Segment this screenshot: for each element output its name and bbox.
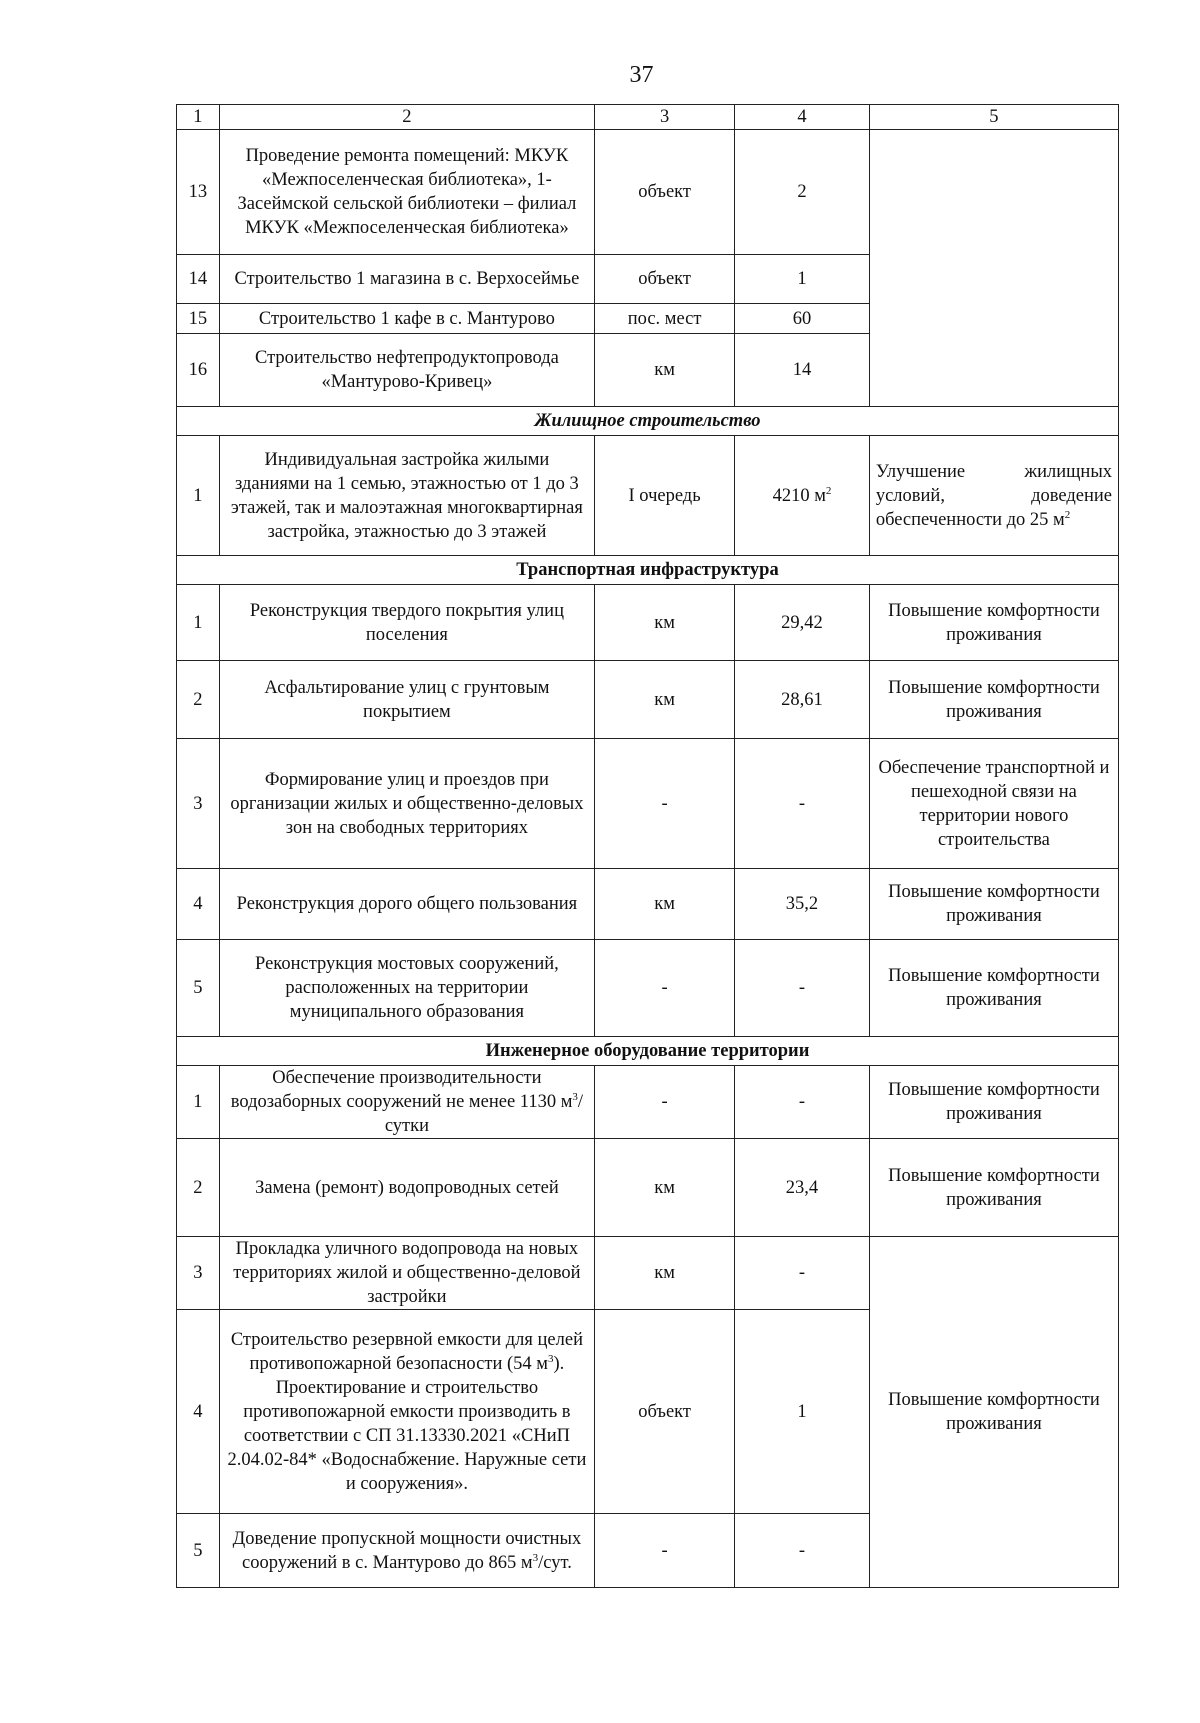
table-row xyxy=(177,585,1119,661)
row-number: 14 xyxy=(177,255,220,304)
measure-name-superscript: 3 xyxy=(572,1090,578,1103)
row-number: 13 xyxy=(177,130,220,255)
row-number: 3 xyxy=(177,1237,220,1310)
value: 28,61 xyxy=(735,661,870,739)
result: Повышение комфортности проживания xyxy=(869,869,1118,940)
row-number: 2 xyxy=(177,1139,220,1237)
table-row xyxy=(177,436,1119,556)
table-row xyxy=(177,1237,1119,1310)
measure-name-text: Обеспечение производительности водозаборных сооружений не менее 1130 м xyxy=(230,1068,573,1112)
unit: - xyxy=(595,1066,735,1139)
section-header-engineering xyxy=(177,1037,1119,1066)
value: - xyxy=(735,1066,870,1139)
section-title: Жилищное строительство xyxy=(177,407,1119,436)
measure-name: Замена (ремонт) водопроводных сетей xyxy=(219,1139,594,1237)
value: - xyxy=(735,940,870,1037)
empty-result-cell xyxy=(869,130,1118,407)
measure-name: Асфальтирование улиц с грунтовым покрытием xyxy=(219,661,594,739)
result: Повышение комфортности проживания xyxy=(869,661,1118,739)
section-header-transport xyxy=(177,556,1119,585)
measure-name xyxy=(219,1310,594,1514)
unit: объект xyxy=(595,130,735,255)
unit: км xyxy=(595,869,735,940)
unit: объект xyxy=(595,1310,735,1514)
table-row xyxy=(177,130,1119,255)
page-number: 37 xyxy=(629,62,654,88)
row-number: 4 xyxy=(177,869,220,940)
row-number: 16 xyxy=(177,334,220,407)
column-number-2: 2 xyxy=(219,105,594,130)
section-header-housing xyxy=(177,407,1119,436)
unit: объект xyxy=(595,255,735,304)
value: - xyxy=(735,739,870,869)
section-title: Инженерное оборудование территории xyxy=(177,1037,1119,1066)
measure-name: Строительство 1 магазина в с. Верхосеймье xyxy=(219,255,594,304)
unit: км xyxy=(595,1237,735,1310)
value: 35,2 xyxy=(735,869,870,940)
result: Повышение комфортности проживания xyxy=(869,585,1118,661)
value: 29,42 xyxy=(735,585,870,661)
value: 1 xyxy=(735,1310,870,1514)
column-number-header-row xyxy=(177,105,1119,130)
measure-name: Строительство нефтепродуктопровода «Мантурово-Кривец» xyxy=(219,334,594,407)
result: Обеспечение транспортной и пешеходной связи на территории нового строительства xyxy=(869,739,1118,869)
value-text: 4210 м xyxy=(772,485,826,506)
column-number-5: 5 xyxy=(869,105,1118,130)
result: Повышение комфортности проживания xyxy=(869,1066,1118,1139)
value-superscript: 2 xyxy=(825,484,832,497)
measure-name-text-end: ). Проектирование и строительство противопожарной емкости производить в соответствии с СП 31.13330.2021 «СНиП 2.04.02-84* «Водоснабжение. Наружные сети и сооружения». xyxy=(227,1353,587,1494)
measure-name-superscript: 3 xyxy=(532,1551,539,1564)
unit: км xyxy=(595,334,735,407)
measure-name xyxy=(219,1066,594,1139)
unit: - xyxy=(595,940,735,1037)
measure-name: Реконструкция мостовых сооружений, расположенных на территории муниципального образования xyxy=(219,940,594,1037)
table-row xyxy=(177,1066,1119,1139)
unit: км xyxy=(595,1139,735,1237)
unit: км xyxy=(595,661,735,739)
unit: км xyxy=(595,585,735,661)
measure-name: Формирование улиц и проездов при организации жилых и общественно-деловых зон на свободных территориях xyxy=(219,739,594,869)
result-superscript: 2 xyxy=(1064,508,1071,521)
measure-name: Проведение ремонта помещений: МКУК «Межпоселенческая библиотека», 1-Засеймской сельской библиотеки – филиал МКУК «Межпоселенческая библиотека» xyxy=(219,130,594,255)
table-row xyxy=(177,1139,1119,1237)
unit: пос. мест xyxy=(595,304,735,334)
table-row xyxy=(177,661,1119,739)
measure-name: Строительство 1 кафе в с. Мантурово xyxy=(219,304,594,334)
value xyxy=(735,436,870,556)
row-number: 1 xyxy=(177,585,220,661)
measures-table xyxy=(176,104,1119,1588)
table-row xyxy=(177,940,1119,1037)
row-number: 1 xyxy=(177,436,220,556)
value: 1 xyxy=(735,255,870,304)
row-number: 3 xyxy=(177,739,220,869)
value: 14 xyxy=(735,334,870,407)
table-row xyxy=(177,869,1119,940)
measure-name xyxy=(219,1514,594,1588)
result: Повышение комфортности проживания xyxy=(869,940,1118,1037)
measure-name: Реконструкция дорого общего пользования xyxy=(219,869,594,940)
column-number-1: 1 xyxy=(177,105,220,130)
column-number-3: 3 xyxy=(595,105,735,130)
row-number: 15 xyxy=(177,304,220,334)
value: 60 xyxy=(735,304,870,334)
row-number: 2 xyxy=(177,661,220,739)
result: Повышение комфортности проживания xyxy=(869,1139,1118,1237)
value: 2 xyxy=(735,130,870,255)
result xyxy=(869,436,1118,556)
value: 23,4 xyxy=(735,1139,870,1237)
unit: - xyxy=(595,739,735,869)
section-title: Транспортная инфраструктура xyxy=(177,556,1119,585)
measure-name-text-end: /сутки xyxy=(384,1092,584,1136)
unit: - xyxy=(595,1514,735,1588)
measure-name-text: Доведение пропускной мощности очистных сооружений в с. Мантурово до 865 м xyxy=(232,1528,582,1573)
measure-name-text-end: /сут. xyxy=(538,1552,572,1573)
value: - xyxy=(735,1237,870,1310)
measure-name: Прокладка уличного водопровода на новых территориях жилой и общественно-деловой застройки xyxy=(219,1237,594,1310)
row-number: 4 xyxy=(177,1310,220,1514)
row-number: 5 xyxy=(177,1514,220,1588)
row-number: 1 xyxy=(177,1066,220,1139)
measure-name-text: Строительство резервной емкости для целей противопожарной безопасности (54 м xyxy=(230,1329,583,1374)
row-number: 5 xyxy=(177,940,220,1037)
value: - xyxy=(735,1514,870,1588)
measure-name-superscript: 3 xyxy=(547,1352,554,1365)
result-text: Улучшение жилищных условий, доведение обеспеченности до 25 м xyxy=(875,461,1112,530)
table-row xyxy=(177,739,1119,869)
measure-name: Индивидуальная застройка жилыми зданиями на 1 семью, этажностью от 1 до 3 этажей, так и малоэтажная многоквартирная застройка, этажностью до 3 этажей xyxy=(219,436,594,556)
unit: I очередь xyxy=(595,436,735,556)
measure-name: Реконструкция твердого покрытия улиц поселения xyxy=(219,585,594,661)
result-merged: Повышение комфортности проживания xyxy=(869,1237,1118,1588)
column-number-4: 4 xyxy=(735,105,870,130)
